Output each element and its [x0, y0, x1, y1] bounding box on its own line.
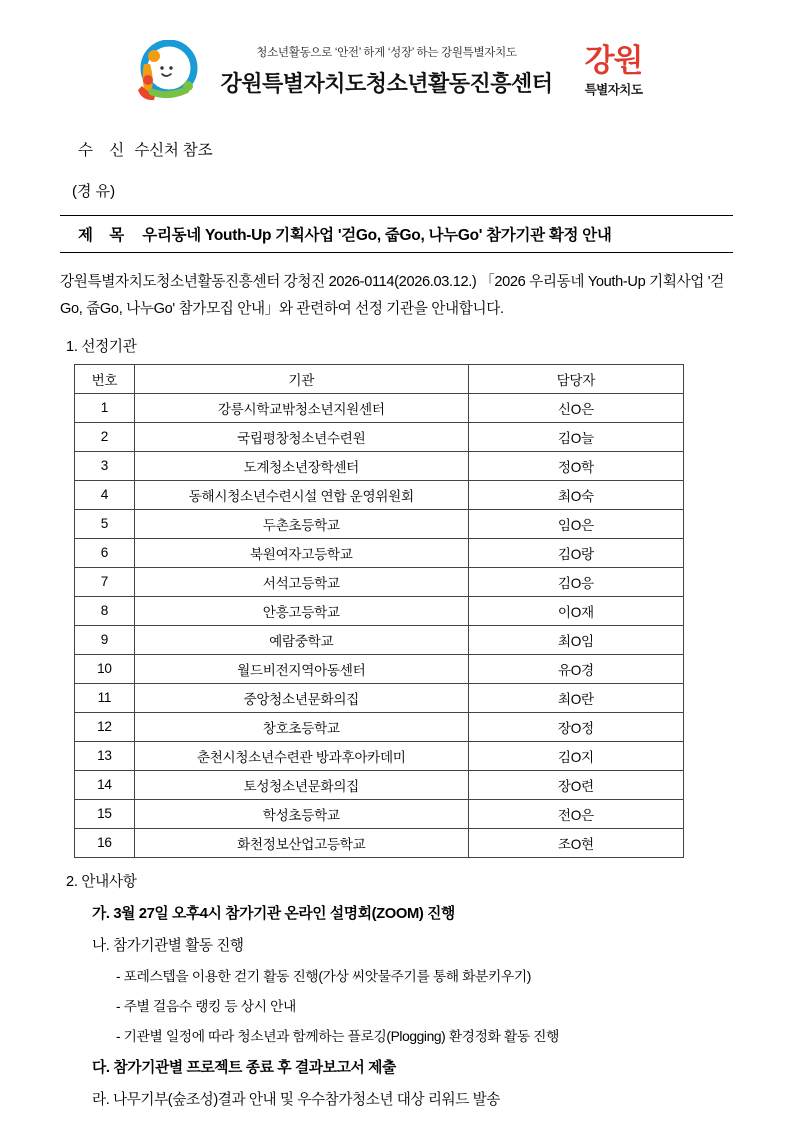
cell-person: 최O란 — [468, 683, 683, 712]
cell-no: 16 — [75, 828, 135, 857]
cell-org: 강릉시학교밖청소년지원센터 — [134, 393, 468, 422]
cell-org: 도계청소년장학센터 — [134, 451, 468, 480]
table-row — [75, 393, 684, 422]
cell-no: 5 — [75, 509, 135, 538]
table-row — [75, 567, 684, 596]
cell-no: 14 — [75, 770, 135, 799]
cell-org: 화천정보산업고등학교 — [134, 828, 468, 857]
subject-label: 제 목 — [78, 227, 131, 244]
cell-org: 창호초등학교 — [134, 712, 468, 741]
table-header-row — [75, 364, 684, 393]
cell-no: 2 — [75, 422, 135, 451]
cell-no: 10 — [75, 654, 135, 683]
cell-person: 유O경 — [468, 654, 683, 683]
cell-no: 4 — [75, 480, 135, 509]
via-label: (경 유) — [72, 183, 116, 200]
cell-no: 9 — [75, 625, 135, 654]
cell-org: 국립평창청소년수련원 — [134, 422, 468, 451]
table-row — [75, 538, 684, 567]
cell-no: 8 — [75, 596, 135, 625]
header-title: 강원특별자치도청소년활동진흥센터 — [220, 71, 553, 96]
column-header-no: 번호 — [75, 364, 135, 393]
cell-no: 15 — [75, 799, 135, 828]
table-row — [75, 451, 684, 480]
notice-item: 가. 3월 27일 오후4시 참가기관 온라인 설명회(ZOOM) 진행 — [92, 905, 455, 922]
province-logo-sub: 특별자치도 — [584, 82, 643, 97]
table-row — [75, 625, 684, 654]
cell-person: 김O지 — [468, 741, 683, 770]
people-circle-logo-icon — [132, 40, 206, 102]
cell-person: 정O학 — [468, 451, 683, 480]
notice-sub-item: - 포레스텝을 이용한 걷기 활동 진행(가상 씨앗물주기를 통해 화분키우기) — [116, 968, 531, 984]
cell-person: 최O숙 — [468, 480, 683, 509]
cell-org: 중앙청소년문화의집 — [134, 683, 468, 712]
province-logo-main: 강원 — [584, 42, 643, 78]
selected-organizations-table — [74, 364, 684, 858]
section1-title: 1. 선정기관 — [66, 338, 137, 355]
cell-org: 서석고등학교 — [134, 567, 468, 596]
cell-org: 예람중학교 — [134, 625, 468, 654]
table-row — [75, 596, 684, 625]
table-row — [75, 654, 684, 683]
document-header — [60, 40, 733, 108]
cell-person: 장O정 — [468, 712, 683, 741]
cell-person: 김O늘 — [468, 422, 683, 451]
cell-person: 김O응 — [468, 567, 683, 596]
notice-sub-item: - 기관별 일정에 따라 청소년과 함께하는 플로깅(Plogging) 환경정화 활동 진행 — [116, 1028, 560, 1044]
table-body — [75, 393, 684, 857]
notice-list — [60, 902, 733, 1109]
recipient-value: 수신처 참조 — [134, 142, 213, 159]
notice-item: 나. 참가기관별 활동 진행 — [92, 937, 244, 954]
notice-item: 라. 나무기부(숲조성)결과 안내 및 우수참가청소년 대상 리워드 발송 — [92, 1091, 500, 1108]
column-header-person: 담당자 — [468, 364, 683, 393]
cell-person: 임O은 — [468, 509, 683, 538]
cell-no: 11 — [75, 683, 135, 712]
cell-no: 7 — [75, 567, 135, 596]
cell-person: 김O랑 — [468, 538, 683, 567]
cell-no: 3 — [75, 451, 135, 480]
cell-person: 전O은 — [468, 799, 683, 828]
cell-no: 13 — [75, 741, 135, 770]
cell-person: 신O은 — [468, 393, 683, 422]
section2-title: 2. 안내사항 — [66, 873, 137, 890]
notice-sub-item: - 주별 걸음수 랭킹 등 상시 안내 — [116, 998, 296, 1014]
table-row — [75, 480, 684, 509]
table-row — [75, 509, 684, 538]
cell-org: 안흥고등학교 — [134, 596, 468, 625]
column-header-org: 기관 — [134, 364, 468, 393]
table-row — [75, 422, 684, 451]
province-logo — [567, 42, 661, 98]
cell-org: 두촌초등학교 — [134, 509, 468, 538]
header-tagline: 청소년활동으로 ‘안전’ 하게 ‘성장’ 하는 강원특별자치도 — [256, 47, 517, 59]
recipient-label: 수 신 — [78, 142, 131, 159]
table-row — [75, 683, 684, 712]
body-paragraph: 강원특별자치도청소년활동진흥센터 강청진 2026-0114(2026.03.12.) 「2026 우리동네 Youth-Up 기획사업 '걷Go, 줍Go, 나누Go' 참가모집 안내」와 관련하여 선정 기관을 안내합니다. — [60, 274, 724, 317]
cell-no: 12 — [75, 712, 135, 741]
subject-value: 우리동네 Youth-Up 기획사업 '걷Go, 줍Go, 나누Go' 참가기관 확정 안내 — [142, 227, 612, 244]
table-row — [75, 828, 684, 857]
table-row — [75, 770, 684, 799]
cell-org: 토성청소년문화의집 — [134, 770, 468, 799]
cell-org: 월드비전지역아동센터 — [134, 654, 468, 683]
cell-org: 학성초등학교 — [134, 799, 468, 828]
table-row — [75, 741, 684, 770]
cell-person: 최O임 — [468, 625, 683, 654]
cell-person: 조O현 — [468, 828, 683, 857]
notice-item: 다. 참가기관별 프로젝트 종료 후 결과보고서 제출 — [92, 1059, 396, 1076]
cell-person: 장O련 — [468, 770, 683, 799]
cell-org: 북원여자고등학교 — [134, 538, 468, 567]
subject-row — [60, 215, 733, 253]
table-row — [75, 712, 684, 741]
cell-person: 이O재 — [468, 596, 683, 625]
cell-no: 1 — [75, 393, 135, 422]
table-row — [75, 799, 684, 828]
recipient-line — [60, 138, 733, 160]
cell-org: 춘천시청소년수련관 방과후아카데미 — [134, 741, 468, 770]
header-text-block — [220, 44, 552, 98]
cell-no: 6 — [75, 538, 135, 567]
cell-org: 동해시청소년수련시설 연합 운영위원회 — [134, 480, 468, 509]
